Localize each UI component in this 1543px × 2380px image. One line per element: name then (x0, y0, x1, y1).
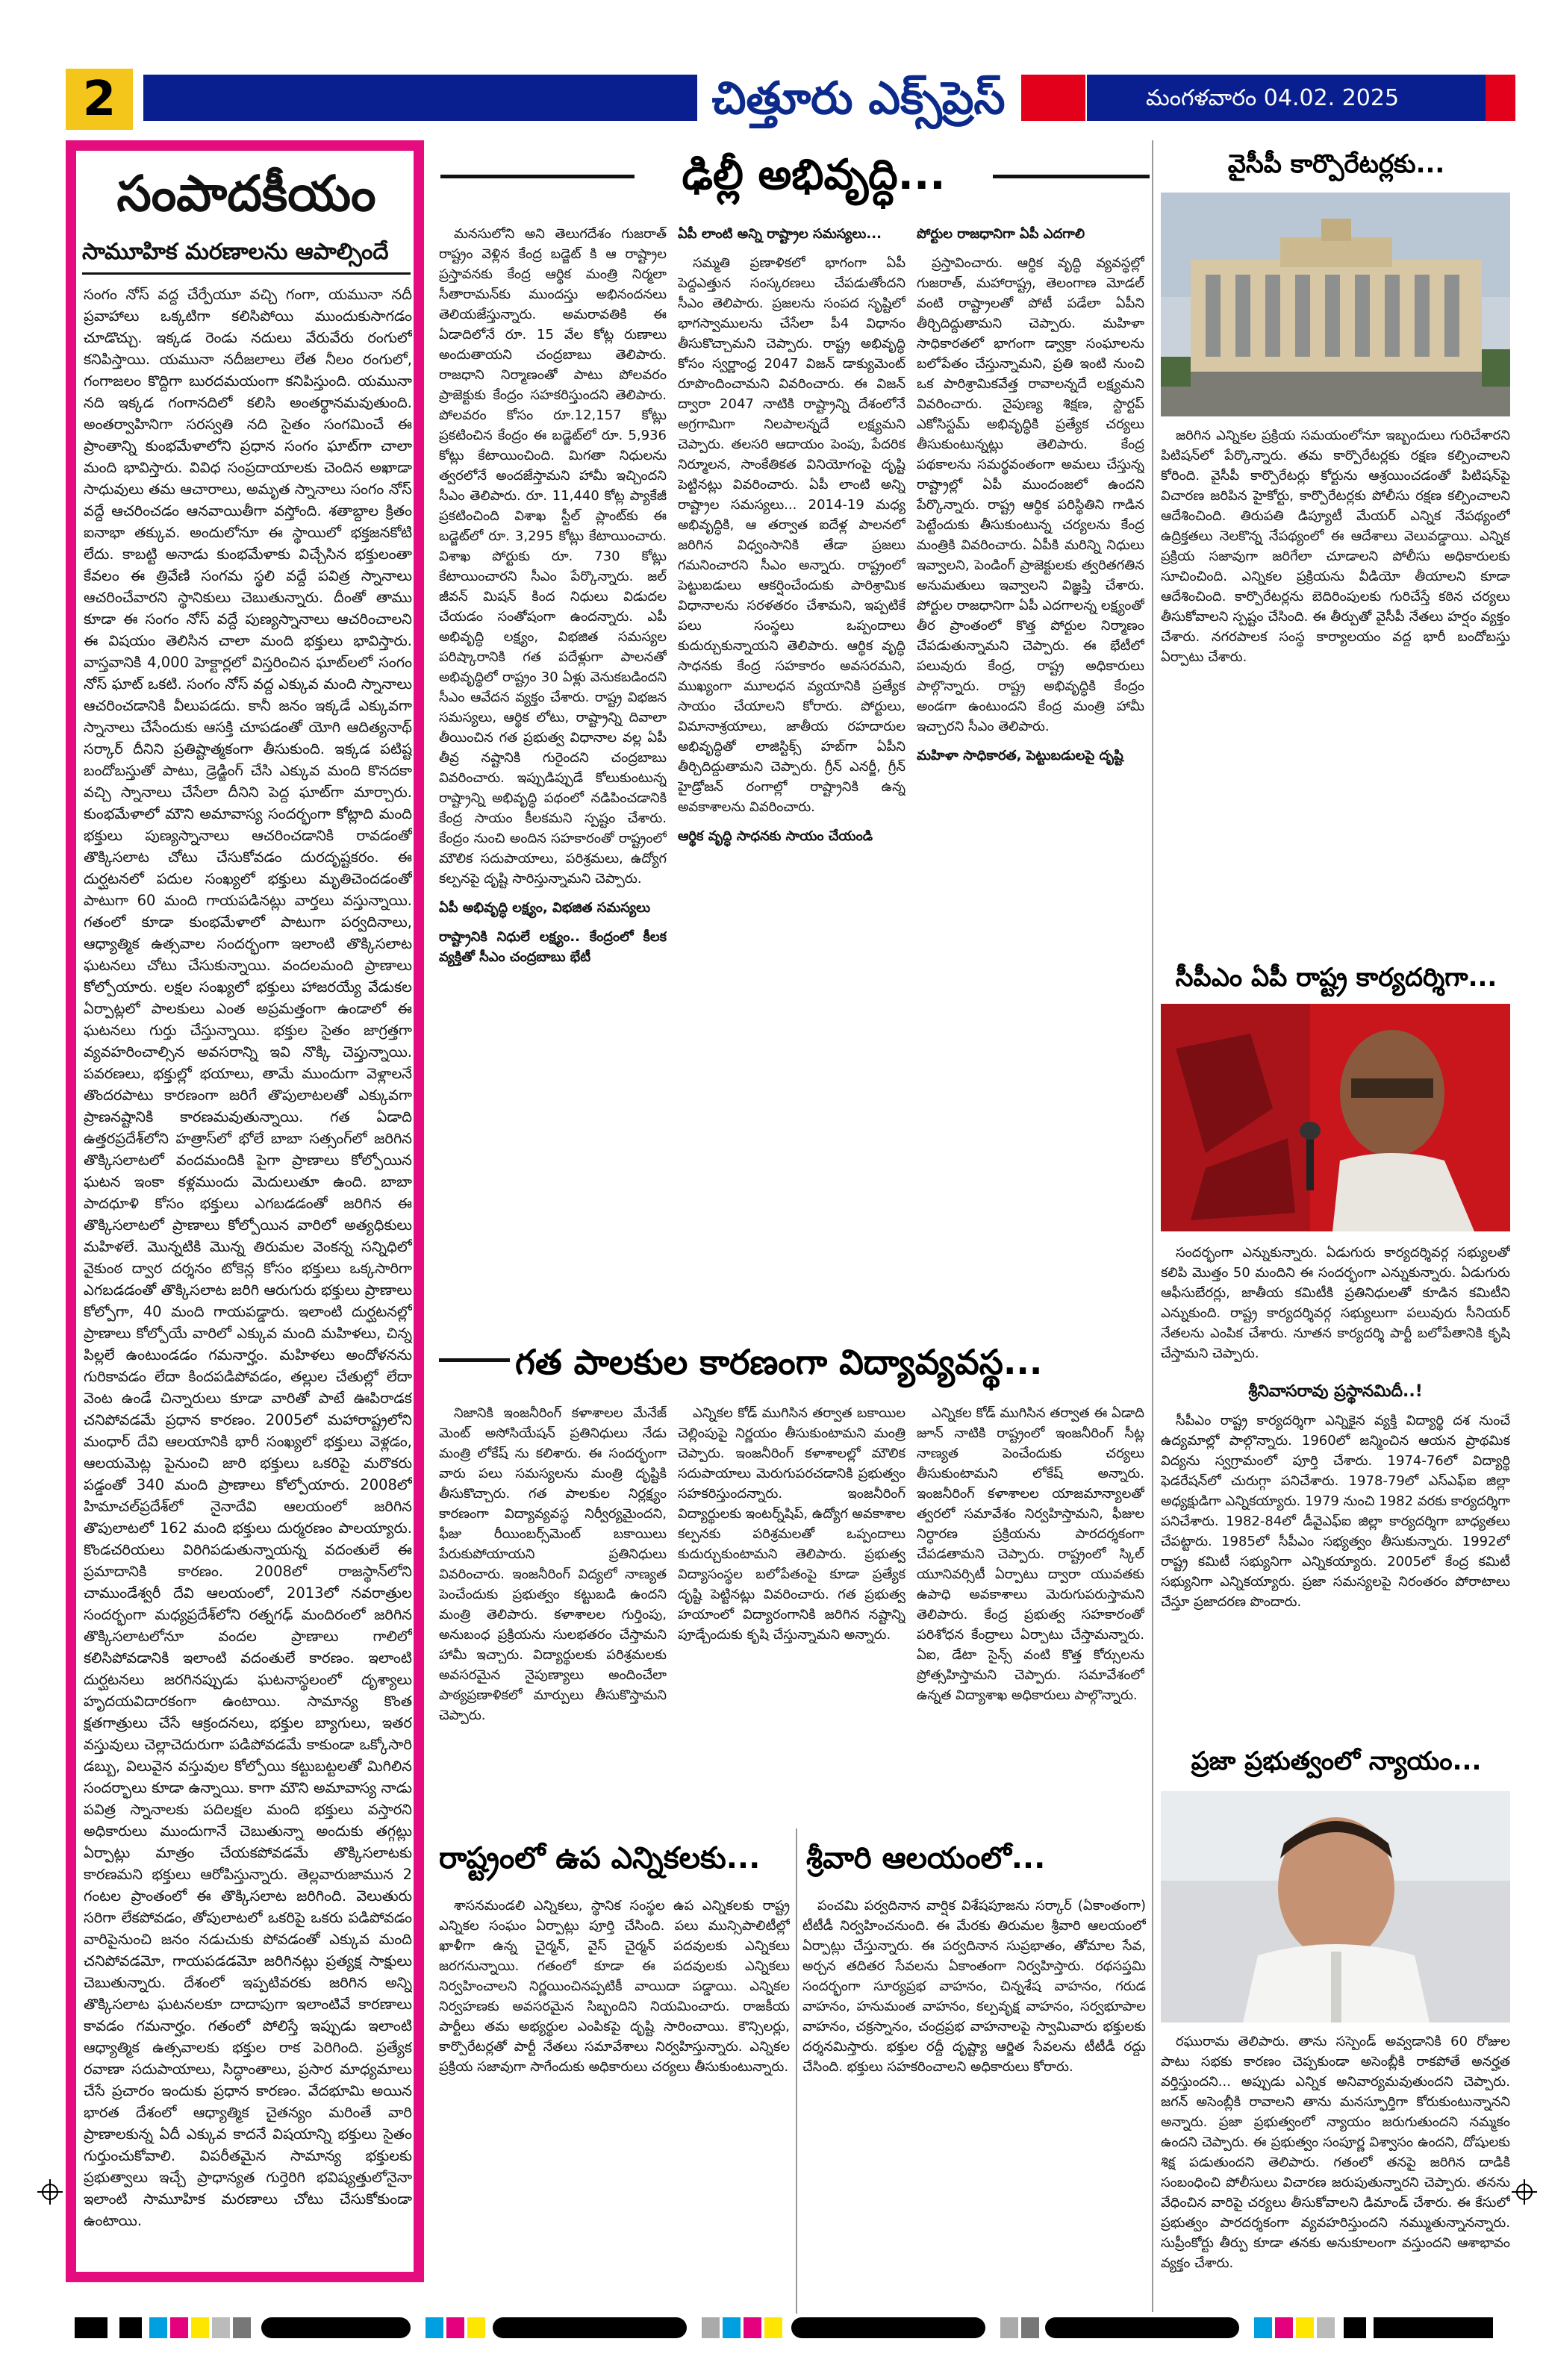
right3-body (1161, 2031, 1510, 2314)
fourth-body (802, 1896, 1146, 2314)
right2-headline: సీపీఎం ఏపీ రాష్ట్ర కార్యదర్శిగా... (1175, 963, 1497, 993)
column-rule-2 (796, 1828, 797, 2314)
second-column-2 (678, 1403, 905, 1821)
lead-col1-text: మనసులోని అని తెలుగదేశం గుజరాత్ రాష్ట్రం వెళ్లిన కేంద్ర బడ్జెట్ కి ఆ రాష్ట్రాల ప్రస్తావనకు కేంద్ర ఆర్థిక మంత్రి నిర్మలా సీతారామన్‌కు ముందస్తు అభినందనలు తెలియజేస్తున్నారు. అమరావతికి ఈ ఏడాదిలోనే రూ. 15 వేల కోట్ల రుణాలు అందుతాయని చంద్రబాబు తెలిపారు. రాజధాని నిర్మాణంతో పాటు పోలవరం ప్రాజెక్టుకు కేంద్రం సహకరిస్తుందని తెలిపారు. పోలవరం కోసం రూ.12,157 కోట్లు ప్రకటించిన కేంద్రం ఈ బడ్జెట్‌లో రూ. 5,936 కోట్లు కేటాయించింది. మిగతా నిధులను త్వరలోనే అందజేస్తామని హామీ ఇచ్చిందని సీఎం తెలిపారు. రూ. 11,440 కోట్ల ప్యాకేజీ ప్రకటించింది విశాఖ స్టీల్ ప్లాంట్‌కు ఈ బడ్జెట్‌లో రూ. 3,295 కోట్లు కేటాయించారు. విశాఖ పోర్టుకు రూ. 730 కోట్లు కేటాయించారని సీఎం పేర్కొన్నారు. జల్ జీవన్ మిషన్ కింద నిధులు విడుదల చేయడం సంతోషంగా ఉందన్నారు. ఎపీ అభివృద్ధి లక్ష్యం, విభజిత సమస్యల పరిష్కారానికి గత పదేళ్లుగా పాలనతో అభివృద్ధిలో రాష్ట్రం 30 ఏళ్లు వెనుకబడిందని సీఎం ఆవేదన వ్యక్తం చేశారు. రాష్ట్ర విభజన సమస్యలు, ఆర్థిక లోటు, రాష్ట్రాన్ని దివాలా తీయించిన గత ప్రభుత్వ విధానాల వల్ల ఏపీ తీవ్ర నష్టానికి గురైందని చంద్రబాబు వివరించారు. ఇప్పుడిప్పుడే కోలుకుంటున్న రాష్ట్రాన్ని అభివృద్ధి పథంలో నడిపించడానికి కేంద్ర సాయం కీలకమని స్పష్టం చేశారు. కేంద్రం నుంచి అందిన సహకారంతో రాష్ట్రంలో మౌలిక సదుపాయాలు, పరిశ్రమలు, ఉద్యోగ కల్పనపై దృష్టి సారిస్తున్నామని చెప్పారు. (439, 226, 667, 887)
masthead-blue-bar-left (143, 75, 697, 121)
issue-date: మంగళవారం 04.02. 2025 (1146, 85, 1400, 111)
lead-rule-left (440, 175, 635, 178)
lead-rule-right (993, 175, 1150, 178)
third-body-text: శాసనమండలి ఎన్నికలు, స్థానిక సంస్థల ఉప ఎన్నికలకు రాష్ట్ర ఎన్నికల సంఘం ఏర్పాట్లు పూర్తి చేసింది. పలు మున్సిపాలిటీల్లో ఖాళీగా ఉన్న చైర్మన్, వైస్ చైర్మన్ పదవులకు ఎన్నికలు జరగనున్నాయి. గతంలో కూడా ఈ పదవులకు ఎన్నికలు నిర్వహించాలని నిర్ణయించినప్పటికీ వాయిదా పడ్డాయి. ఎన్నికల నిర్వహణకు అవసరమైన సిబ్బందిని నియమించారు. రాజకీయ పార్టీలు తమ అభ్యర్థుల ఎంపికపై దృష్టి సారించాయి. కౌన్సిలర్లు, కార్పొరేటర్లతో పార్టీ నేతలు సమావేశాలు నిర్వహిస్తున్నారు. ఎన్నికల ప్రక్రియ సజావుగా సాగేందుకు అధికారులు చర్యలు తీసుకుంటున్నారు. (439, 1898, 790, 2075)
color-registration-strip (75, 2317, 1493, 2338)
raghurama-photo (1161, 1791, 1510, 2023)
paper-logo: చిత్తూరు ఎక్స్‌ప్రెస్ (698, 58, 1019, 139)
second-rule-top (439, 1358, 510, 1362)
right2-body2 (1161, 1411, 1510, 1731)
column-rule-1 (1152, 140, 1153, 2312)
fourth-headline: శ్రీవారి ఆలయంలో... (806, 1841, 1046, 1875)
second-col1-text: నిజానికి ఇంజనీరింగ్ కళాశాలల మేనేజ్ మెంట్ అసోసియేషన్ ప్రతినిధులు నేడు మంత్రి లోకేష్ ను కలిశారు. ఈ సందర్భంగా వారు పలు సమస్యలను మంత్రి దృష్టికి తీసుకొచ్చారు. గత పాలకుల నిర్లక్ష్యం కారణంగా విద్యావ్యవస్థ నిర్వీర్యమైందని, ఫీజు రీయింబర్స్‌మెంట్ బకాయిలు పేరుకుపోయాయని ప్రతినిధులు వివరించారు. ఇంజనీరింగ్ విద్యలో నాణ్యత పెంచేందుకు ప్రభుత్వం కట్టుబడి ఉందని మంత్రి తెలిపారు. కళాశాలల గుర్తింపు, అనుబంధ ప్రక్రియను సులభతరం చేస్తామని హామీ ఇచ్చారు. విద్యార్థులకు పరిశ్రమలకు అవసరమైన నైపుణ్యాలు అందించేలా పాఠ్యప్రణాళికలో మార్పులు తీసుకొస్తామని చెప్పారు. (439, 1405, 667, 1723)
registration-mark-left (37, 2179, 63, 2205)
lead-col2-text: సమ్మతి ప్రణాళికలో భాగంగా ఏపీ పెద్దఎత్తున సంస్కరణలు చేపడుతోందని సీఎం తెలిపారు. ప్రజలను సంపద సృష్టిలో భాగస్వాములను చేసేలా పీ4 విధానం తీసుకొచ్చామని చెప్పారు. రాష్ట్ర అభివృద్ధి కోసం స్వర్ణాంధ్ర 2047 విజన్ డాక్యుమెంట్ రూపొందించామని వివరించారు. ఈ విజన్ ద్వారా 2047 నాటికి రాష్ట్రాన్ని దేశంలోనే అగ్రగామిగా నిలపాలన్నదే లక్ష్యమని చెప్పారు. తలసరి ఆదాయం పెంపు, పేదరిక నిర్మూలన, సాంకేతికత వినియోగంపై దృష్టి పెట్టినట్లు వివరించారు. ఏపీ లాంటి అన్ని రాష్ట్రాల సమస్యలు... 2014-19 మధ్య అభివృద్ధికి, ఆ తర్వాత ఐదేళ్ల పాలనలో జరిగిన విధ్వంసానికి తేడా ప్రజలు గమనించారని సీఎం అన్నారు. రాష్ట్రంలో పెట్టుబడులు ఆకర్షించేందుకు పారిశ్రామిక విధానాలను సరళతరం చేశామని, ఇప్పటికే పలు సంస్థలు ఒప్పందాలు కుదుర్చుకున్నాయని తెలిపారు. ఆర్థిక వృద్ధి సాధనకు కేంద్ర సహకారం అవసరమని, ముఖ్యంగా మూలధన వ్యయానికి ప్రత్యేక సాయం చేయాలని కోరారు. పోర్టులు, విమానాశ్రయాలు, జాతీయ రహదారుల అభివృద్ధితో లాజిస్టిక్స్ హబ్‌గా ఏపీని తీర్చిదిద్దుతామని చెప్పారు. గ్రీన్ ఎనర్జీ, గ్రీన్ హైడ్రోజన్ రంగాల్లో రాష్ట్రానికి ఉన్న అవకాశాలను వివరించారు. (678, 255, 905, 815)
third-headline: రాష్ట్రంలో ఉప ఎన్నికలకు... (439, 1841, 761, 1875)
registration-mark-right (1512, 2179, 1537, 2205)
editorial-body: సంగం నోస్ వద్ద చేర్పేయూ వచ్చి గంగా, యమునా నదీ ప్రవాహాలు ఒక్కటిగా కలిసిపోయి ముందుకుసాగడం చూడొచ్చు. ఇక్కడ రెండు నదులు వేరువేరు రంగులో కనిపిస్తాయి. యమునా నదీజలాలు లేత నీలం రంగులో, గంగాజలం కొద్దిగా బురదమయంగా కనిపిస్తుంది. యమునా నది ఇక్కడ గంగానదిలో కలిసి అంతర్థానమవుతుంది. అంతర్వాహినిగా సరస్వతి నది సైతం సంగమించే ఈ ప్రాంతాన్ని కుంభమేళాలోని ప్రధాన సంగం ఘాట్‌గా చాలా మంది భావిస్తారు. వివిధ సంప్రదాయాలకు చెందిన అఖాడా సాధువులు తమ ఆచారాలు, అమృత స్నానాలు సంగం నోస్ వద్దే ఆచరించడం ఆనవాయితీగా వస్తోంది. శతాబ్దాల క్రితం ఐనాభా తక్కువ. అందులోనూ ఈ స్థాయిలో భక్తజనకోటి లేదు. కాబట్టి అనాడు కుంభమేళాకు విచ్చేసిన భక్తులంతా కేవలం ఈ త్రివేణి సంగమ స్థలి వద్దే పవిత్ర స్నానాలు ఆచరించేవారని స్థానికులు చెబుతున్నారు. దీంతో తాము కూడా ఈ సంగం నోస్ వద్దే పుణ్యస్నానాలు ఆచరించాలని ఈ విషయం తెలిసిన చాలా మంది భక్తులు భావిస్తారు. వాస్తవానికి 4,000 హెక్టార్లలో విస్తరించిన ఘాట్‌లలో సంగం నోస్ ఘాట్ ఒకటి. సంగం నోస్ వద్ద ఎక్కువ మంది స్నానాలు ఆచరించడానికి వీలుపడదు. కానీ జనం ఇక్కడే ఎక్కువగా స్నానాలు చేసేందుకు ఆసక్తి చూపడంతో యోగి ఆదిత్యనాథ్ సర్కార్ దీనిని ప్రతిష్టాత్మకంగా తీసుకుంది. ఇక్కడ పటిష్ట బందోబస్తుతో పాటు, డ్రెడ్జింగ్ చేసి ఎక్కువ మంది కొనదకా వచ్చి స్నానాలు చేసేలా దీనిని పెద్ద ఘాట్‌గా మార్చారు. కుంభమేళాలో మౌని అమావాస్య సందర్భంగా కోట్లాది మంది భక్తులు పుణ్యస్నానాలు ఆచరించడానికి రావడంతో తొక్కిసలాట చోటు చేసుకోవడం దురదృష్టకరం. ఈ దుర్ఘటనలో పదుల సంఖ్యలో భక్తులు మృతిచెందడంతో పాటుగా 60 మంది గాయపడినట్లు వార్తలు వస్తున్నాయి. గతంలో కూడా కుంభమేళాలో పాటుగా పర్వదినాలు, ఆధ్యాత్మిక ఉత్సవాల సందర్భంగా ఇలాంటి తొక్కిసలాట ఘటనలు చోటు చేసుకున్నాయి. వందలమంది ప్రాణాలు కోల్పోయారు. లక్షల సంఖ్యలో భక్తులు హాజరయ్యే వేడుకల ఏర్పాట్లలో పాలకులు ఎంత అప్రమత్తంగా ఉండాలో ఈ ఘటనలు గుర్తు చేస్తున్నాయి. భక్తుల సైతం జాగ్రత్తగా వ్యవహరించాల్సిన అవసరాన్ని ఇవి నొక్కి చెప్తున్నాయి. పవరణలు, భక్తుల్లో భయాలు, తామే ముందుగా వెళ్లాలనే తొందరపాటు కారణంగా జరిగే తొపులాటలతో ఎక్కువగా ప్రాణనష్టానికి కారణమవుతున్నాయి. గత ఏడాది ఉత్తరప్రదేశ్‌లోని హత్రాస్‌లో భోలే బాబా సత్సంగ్‌లో జరిగిన తొక్కిసలాటలో వందమందికి పైగా ప్రాణాలు కోల్పోయిన ఘటన ఇంకా కళ్లముందు మెదులుతూ ఉంది. బాబా పాదధూళి కోసం భక్తులు ఎగబడడంతో జరిగిన ఈ తొక్కిసలాటలో ప్రాణాలు కోల్పోయిన వారిలో అత్యధికులు మహిళలే. మొన్నటికి మొన్న తిరుమల వెంకన్న సన్నిధిలో వైకుంఠ ద్వార దర్శనం టోకెన్ల కోసం భక్తులు ఒక్కసారిగా ఎగబడడంతో తొక్కిసలాట జరిగి ఆరుగురు భక్తులు ప్రాణాలు కోల్పోగా, 40 మంది గాయపడ్డారు. ఇలాంటి దుర్ఘటనల్లో ప్రాణాలు కోల్పోయే వారిలో ఎక్కువ మంది మహిళలు, చిన్న పిల్లలే ఉంటుండడం గమనార్హం. మహిళలు అందోళనను గురికావడం లేదా కిందపడిపోవడం, తల్లుల చేతుల్లో లేదా వెంట ఉండే చిన్నారులు కూడా వారితో పాటే ఊపిరాడక చనిపోవడమే ప్రధాన కారణం. 2005లో మహారాష్ట్రలోని మంధార్ దేవి ఆలయానికి భారీ సంఖ్యలో భక్తులు వెళ్లడం, ఆలయమెట్ల పైనుంచి జారి భక్తులు ఒకరిపై మరొకరు పడ్డంతో 340 మంది ప్రాణాలు కోల్పోయారు. 2008లో హిమాచల్‌ప్రదేశ్‌లో నైనాదేవి ఆలయంలో జరిగిన తొపులాటలో 162 మంది భక్తులు దుర్మరణం పాలయ్యారు. కొండచరియలు విరిగిపడుతున్నాయన్న వదంతులే ఈ ప్రమాదానికి కారణం. 2008లో రాజస్థాన్‌లోని చాముండేశ్వరీ దేవి ఆలయంలో, 2013లో నవరాత్రుల సందర్భంగా మధ్యప్రదేశ్‌లోని రత్నగఢ్ మందిరంలో జరిగిన తొక్కిసలాటలోనూ వందల ప్రాణాలు గాలిలో కలిసిపోవడానికి ఇలాంటి వదంతులే కారణం. ఇలాంటి దుర్ఘటనలు జరగినప్పుడు ఘటనాస్థలంలో దృశ్యాలు హృదయవిదారకంగా ఉంటాయి. సామాన్య కొంత క్షతగాత్రులు చేసే ఆక్రందనలు, భక్తుల బ్యాగులు, ఇతర వస్తువులు చెల్లాచెదురుగా పడిపోవడమే కాకుండా ఒక్కోసారి డబ్బు, విలువైన వస్తువుల కోల్పోయి కట్టుబట్టలతో మిగిలిన సందర్భాలు కూడా ఉన్నాయి. కాగా మౌని అమావాస్య నాడు పవిత్ర స్నానాలకు పదిలక్షల మంది భక్తులు వస్తారని అధికారులు ముందుగానే చెబుతున్నా అందుకు తగ్గట్లు ఏర్పాట్లు మాత్రం చేయకపోవడమే తొక్కిసలాటకు కారణమని భక్తులు ఆరోపిస్తున్నారు. తెల్లవారుజామున 2 గంటల ప్రాంతంలో ఈ తొక్కిసలాట జరిగింది. వెలుతురు సరిగా లేకపోవడం, తోపులాటలో ఒకరిపై ఒకరు పడిపోవడం వారిపైనుంచి జనం నడుచుకు పోవడంతో ఎక్కువ మంది చనిపోవడమో, గాయపడడమో జరిగినట్లు ప్రత్యక్ష సాక్షులు చెబుతున్నారు. దేశంలో ఇప్పటివరకు జరిగిన అన్ని తొక్కిసలాట ఘటనలకూ దాదాపుగా ఇలాంటివే కారణాలు కావడం గమనార్హం. గతంలో పోలిస్తే ఇప్పుడు ఇలాంటి ఆధ్యాత్మిక ఉత్సవాలకు భక్తుల రాక పెరిగింది. ప్రత్యేక రవాణా సదుపాయాలు, సిద్ధాంతాలు, ప్రసార మాధ్యమాలు చేసే ప్రచారం ఇందుకు ప్రధాన కారణం. వేదభూమి అయిన భారత దేశంలో ఆధ్యాత్మిక చైతన్యం మరింతే వారి ప్రాణాలకున్న ఏదీ ఎక్కువ కాదనే విషయాన్ని భక్తులు సైతం గుర్తుంచుకోవాలి. విపరీతమైన సామాన్య భక్తులకు ప్రభుత్వాలు ఇచ్చే ప్రాధాన్యత గుర్తెరిగి భవిష్యత్తులోనైనా ఇలాంటి సామూహిక మరణాలు చోటు చేసుకోకుండా ఉంటాయి. (84, 286, 412, 2229)
masthead-red-bar-left (1021, 75, 1085, 121)
page-number: 2 (66, 69, 133, 130)
cpm-leader-photo (1161, 1004, 1510, 1231)
right3-body-text: రఘురామ తెలిపారు. తాను సస్పెండ్ అవ్వడానికి 60 రోజుల పాటు సభకు కారణం చెప్పకుండా అసెంబ్లీకి రాకపోతే అనర్హత వర్తిస్తుందని... అప్పుడు ఎన్నిక అనివార్యమవుతుందని చెప్పారు. జగన్ అసెంబ్లీకి రావాలని తాను మనస్ఫూర్తిగా కోరుకుంటున్నానని అన్నారు. ప్రజా ప్రభుత్వంలో న్యాయం జరుగుతుందని నమ్మకం ఉందని చెప్పారు. ఈ ప్రభుత్వం సంపూర్ణ విశ్వాసం ఉందని, దోషులకు శిక్ష పడుతుందని తెలిపారు. గతంలో తనపై జరిగిన దాడికి సంబంధించి పోలీసులు విచారణ జరుపుతున్నారని చెప్పారు. తనను వేధించిన వారిపై చర్యలు తీసుకోవాలని డిమాండ్ చేశారు. ఈ కేసులో ప్రభుత్వం పారదర్శకంగా వ్యవహరిస్తుందని నమ్ముతున్నానన్నారు. సుప్రీంకోర్టు తీర్పు కూడా తనకు అనుకూలంగా వస్తుందని ఆశాభావం వ్యక్తం చేశారు. (1161, 2034, 1510, 2271)
lead-subhead-6: మహిళా సాధికారత, పెట్టుబడులపై దృష్టి (917, 748, 1123, 763)
right2-body-text: సందర్భంగా ఎన్నుకున్నారు. ఏడుగురు కార్యదర్శివర్గ సభ్యులతో కలిపి మొత్తం 50 మందిని ఈ సందర్భంగా ఎన్నుకున్నారు. ఏడుగురు ఆఫీసుబేరర్లు, జాతీయ కమిటీకి ప్రతినిధులతో కూడిన కమిటీని ఎన్నుకుంది. రాష్ట్ర కార్యదర్శివర్గ సభ్యులుగా పలువురు సీనియర్ నేతలను ఎంపిక చేశారు. నూతన కార్యదర్శి పార్టీ బలోపేతానికి కృషి చేస్తామని చెప్పారు. (1161, 1245, 1510, 1361)
lead-subhead-4: ఆర్థిక వృద్ధి సాధనకు సాయం చేయండి (678, 828, 873, 844)
editorial-subtitle: సామూహిక మరణాలను ఆపాల్సిందే (82, 239, 411, 275)
fourth-body-text: పంచమి పర్వదినాన వార్షిక విశేషపూజను సర్కార్ (ఏకాంతంగా) టీటీడీ నిర్వహించనుంది. ఈ మేరకు తిరుమల శ్రీవారి ఆలయంలో ఏర్పాట్లు చేస్తున్నారు. ఈ పర్వదినాన సుప్రభాతం, తోమాల సేవ, అర్చన తదితర సేవలను ఏకాంతంగా నిర్వహిస్తారు. రథసప్తమి సందర్భంగా సూర్యప్రభ వాహనం, చిన్నశేష వాహనం, గరుడ వాహనం, హనుమంత వాహనం, కల్పవృక్ష వాహనం, సర్వభూపాల వాహనం, చక్రస్నానం, చంద్రప్రభ వాహనాలపై స్వామివారు భక్తులకు దర్శనమిస్తారు. భక్తుల రద్దీ దృష్ట్యా ఆర్జిత సేవలను టీటీడీ రద్దు చేసింది. భక్తులు సహకరించాలని అధికారులు కోరారు. (802, 1898, 1146, 2075)
right2-subhead: శ్రీనివాసరావు ప్రస్థానమిదీ..! (1248, 1382, 1423, 1401)
lead-column-1 (439, 224, 667, 1321)
right1-body-text: జరిగిన ఎన్నికల ప్రక్రియ సమయంలోనూ ఇబ్బందులు గురిచేశారని పిటిషన్‌లో పేర్కొన్నారు. తమ కార్పొరేటర్లకు రక్షణ కల్పించాలని కోరింది. వైసీపీ కార్పొరేటర్లు కోర్టును ఆశ్రయించడంతో పిటిషన్‌పై విచారణ జరిపిన హైకోర్టు, కార్పొరేటర్లకు పోలీసు రక్షణ కల్పించాలని ఆదేశించింది. తిరుపతి డిప్యూటీ మేయర్ ఎన్నిక నేపథ్యంలో ఉద్రిక్తతలు నెలకొన్న నేపథ్యంలో ఈ ఆదేశాలు వెలువడ్డాయి. ఎన్నిక ప్రక్రియ సజావుగా జరిగేలా చూడాలని పోలీసు అధికారులకు సూచించింది. ఎన్నికల ప్రక్రియను వీడియో తీయాలని కూడా ఆదేశించింది. కార్పొరేటర్లను బెదిరింపులకు గురిచేస్తే కఠిన చర్యలు తీసుకోవాలని స్పష్టం చేసింది. ఈ తీర్పుతో వైసీపీ నేతలు హర్షం వ్యక్తం చేశారు. నగరపాలక సంస్థ కార్యాలయం వద్ద భారీ బందోబస్తు ఏర్పాటు చేశారు. (1161, 428, 1510, 665)
lead-col3-text: ప్రస్తావించారు. ఆర్థిక వృద్ధి వ్యవస్థల్లో గుజరాత్, మహారాష్ట్ర, తెలంగాణ మోడల్‌ వంటి రాష్ట్రాలతో పోటీ పడేలా ఏపీని తీర్చిదిద్దుతామని చెప్పారు. మహిళా సాధికారతలో భాగంగా డ్వాక్రా సంఘాలను బలోపేతం చేస్తున్నామని, ప్రతి ఇంటి నుంచి ఒక పారిశ్రామికవేత్త రావాలన్నదే లక్ష్యమని వివరించారు. నైపుణ్య శిక్షణ, స్టార్టప్ ఎకోసిస్టమ్ అభివృద్ధికి ప్రత్యేక చర్యలు తీసుకుంటున్నట్లు తెలిపారు. కేంద్ర పథకాలను సమర్థవంతంగా అమలు చేస్తున్న రాష్ట్రాల్లో ఏపీ ముందంజలో ఉందని పేర్కొన్నారు. రాష్ట్ర ఆర్థిక పరిస్థితిని గాడిన పెట్టేందుకు తీసుకుంటున్న చర్యలను కేంద్ర మంత్రికి వివరించారు. ఏపీకి మరిన్ని నిధులు ఇవ్వాలని, పెండింగ్ ప్రాజెక్టులకు త్వరితగతిన అనుమతులు ఇవ్వాలని విజ్ఞప్తి చేశారు. పోర్టుల రాజధానిగా ఏపీ ఎదగాలన్న లక్ష్యంతో తీర ప్రాంతంలో కొత్త పోర్టుల నిర్మాణం చేపడుతున్నామని చెప్పారు. ఈ భేటీలో పలువురు కేంద్ర, రాష్ట్ర అధికారులు పాల్గొన్నారు. రాష్ట్ర అభివృద్ధికి కేంద్రం అండగా ఉంటుందని కేంద్ర మంత్రి హామీ ఇచ్చారని సీఎం తెలిపారు. (917, 255, 1144, 734)
lead-subhead-1: ఏపీ అభివృద్ధి లక్ష్యం, విభజిత సమస్యలు (439, 900, 651, 916)
lead-headline: ఢిల్లీ అభివృద్ధి... (682, 151, 946, 199)
third-body (439, 1896, 790, 2314)
editorial-title: సంపాదకీయం (116, 165, 376, 222)
lead-subhead-5: పోర్టుల రాజధానిగా ఏపీ ఎదగాలి (917, 226, 1085, 242)
second-col2-text: ఎన్నికల కోడ్ ముగిసిన తర్వాత బకాయిల చెల్లింపుపై నిర్ణయం తీసుకుంటామని మంత్రి చెప్పారు. ఇంజనీరింగ్ కళాశాలల్లో మౌలిక సదుపాయాలు మెరుగుపరచడానికి ప్రభుత్వం సహకరిస్తుందన్నారు. ఇంజనీరింగ్ విద్యార్థులకు ఇంటర్న్‌షిప్, ఉద్యోగ అవకాశాల కల్పనకు పరిశ్రమలతో ఒప్పందాలు కుదుర్చుకుంటామని తెలిపారు. ప్రభుత్వ విద్యాసంస్థల బలోపేతంపై కూడా ప్రత్యేక దృష్టి పెట్టినట్లు వివరించారు. గత ప్రభుత్వ హయాంలో విద్యారంగానికి జరిగిన నష్టాన్ని పూడ్చేందుకు కృషి చేస్తున్నామని అన్నారు. (678, 1405, 905, 1643)
second-column-3 (917, 1403, 1144, 1821)
second-column-1 (439, 1403, 667, 1821)
right1-headline: వైసీపీ కార్పొరేటర్లకు... (1227, 149, 1445, 179)
right1-body (1161, 425, 1510, 940)
lead-column-2 (678, 224, 905, 1321)
second-col3-text: ఎన్నికల కోడ్ ముగిసిన తర్వాత ఈ ఏడాది జూన్ నాటికి రాష్ట్రంలో ఇంజనీరింగ్ సీట్ల నాణ్యత పెంచేందుకు చర్యలు తీసుకుంటామని లోకేష్ అన్నారు. ఇంజనీరింగ్ కళాశాలల యాజమాన్యాలతో త్వరలో సమావేశం నిర్వహిస్తామని, ఫీజుల నిర్ధారణ ప్రక్రియను పారదర్శకంగా చేపడతామని చెప్పారు. రాష్ట్రంలో స్కిల్ యూనివర్సిటీ ఏర్పాటు ద్వారా యువతకు ఉపాధి అవకాశాలు మెరుగుపరుస్తామని తెలిపారు. కేంద్ర ప్రభుత్వ సహకారంతో పరిశోధన కేంద్రాలు ఏర్పాటు చేస్తామన్నారు. ఏఐ, డేటా సైన్స్ వంటి కొత్త కోర్సులను ప్రోత్సహిస్తామని చెప్పారు. సమావేశంలో ఉన్నత విద్యాశాఖ అధికారులు పాల్గొన్నారు. (917, 1405, 1144, 1703)
lead-subhead-3: ఏపీ లాంటి అన్ని రాష్ట్రాల సమస్యలు... (678, 226, 882, 242)
lead-subhead-2: రాష్ట్రానికి నిధులే లక్ష్యం.. కేంద్రంలో కీలక వ్యక్తితో సీఎం చంద్రబాబు భేటీ (439, 929, 667, 965)
lead-column-3 (917, 224, 1144, 1321)
right3-headline: ప్రజా ప్రభుత్వంలో న్యాయం... (1191, 1746, 1482, 1776)
right2-body (1161, 1243, 1510, 1377)
right2-body2-text: సీపీఎం రాష్ట్ర కార్యదర్శిగా ఎన్నికైన వ్యక్తి విద్యార్థి దశ నుంచే ఉద్యమాల్లో పాల్గొన్నారు. 1960లో జన్మించిన ఆయన ప్రాథమిక విద్యను స్వగ్రామంలో పూర్తి చేశారు. 1974-76లో విద్యార్థి ఫెడరేషన్‌లో చురుగ్గా పనిచేశారు. 1978-79లో ఎస్‌ఎఫ్‌ఐ జిల్లా అధ్యక్షుడిగా ఎన్నికయ్యారు. 1979 నుంచి 1982 వరకు కార్యదర్శిగా పనిచేశారు. 1982-84లో డీవైఎఫ్ఐ జిల్లా కార్యదర్శిగా బాధ్యతలు చేపట్టారు. 1985లో సీపీఎం సభ్యత్వం తీసుకున్నారు. 1992లో రాష్ట్ర కమిటీ సభ్యునిగా ఎన్నికయ్యారు. 2005లో కేంద్ర కమిటీ సభ్యునిగా ఎన్నికయ్యారు. ప్రజా సమస్యలపై నిరంతరం పోరాటాలు చేస్తూ ప్రజాదరణ పొందారు. (1161, 1413, 1510, 1610)
second-headline: గత పాలకుల కారణంగా విద్యావ్యవస్థ... (515, 1342, 1043, 1382)
court-building-photo (1161, 193, 1510, 416)
